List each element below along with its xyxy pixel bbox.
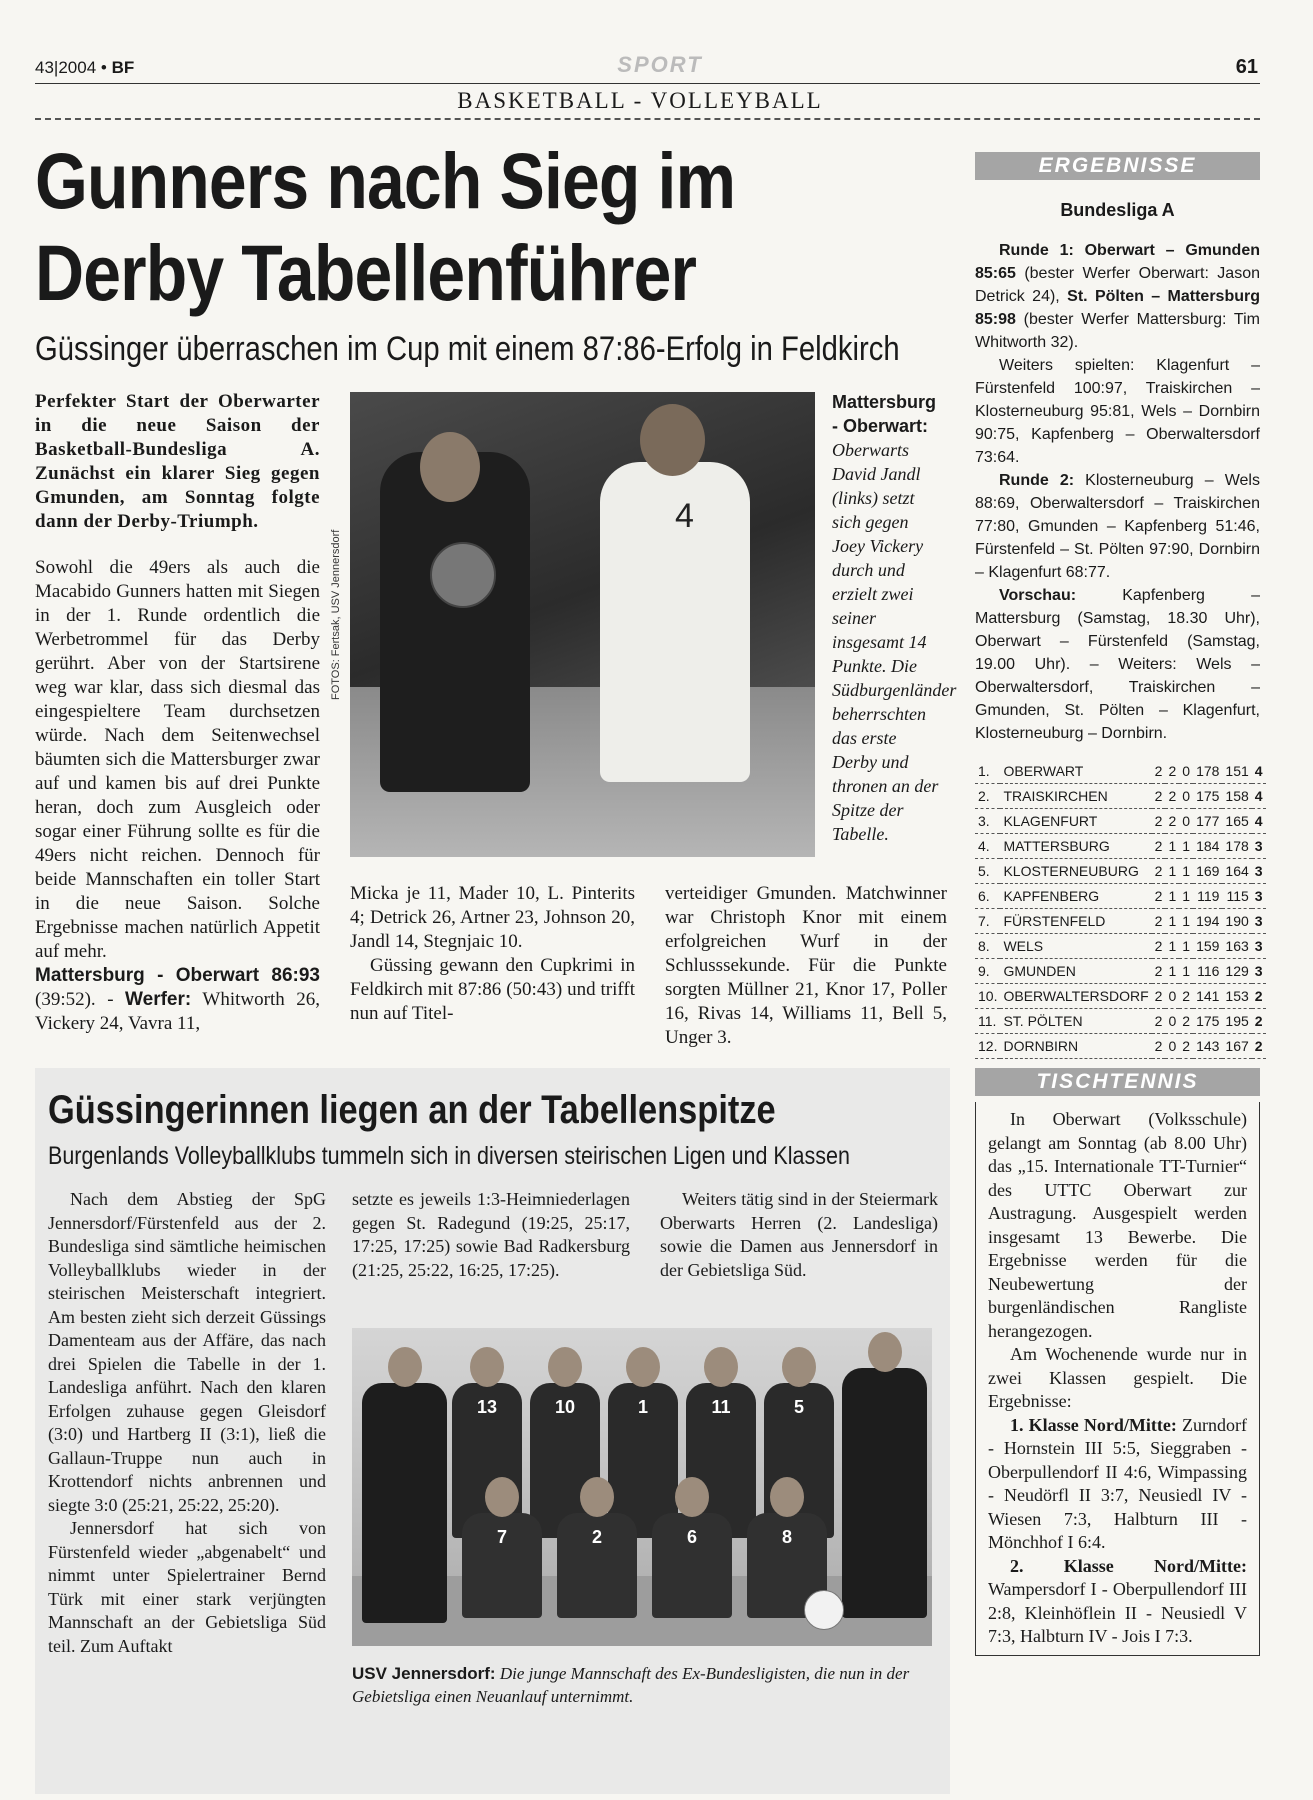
caption2-title: USV Jennersdorf:	[352, 1664, 496, 1683]
standings-wins: 1	[1165, 909, 1179, 934]
tt-class2-label: 2. Klasse Nord/Mitte:	[1010, 1555, 1247, 1576]
team-back-row	[352, 1328, 932, 1646]
standings-games: 2	[1152, 984, 1166, 1009]
results-box-title: ERGEBNISSE	[975, 152, 1260, 180]
issue-number: 43|2004	[35, 58, 97, 77]
standings-points: 3	[1252, 859, 1266, 884]
round1-more: Weiters spielten: Klagenfurt – Fürstenfeld 100:97, Traiskirchen – Klosterneuburg 95:81, Wels – Dornbirn 90:75, Kapfenberg – Oberwaltersdorf 73:64.	[975, 357, 1260, 466]
standings-wins: 0	[1165, 1009, 1179, 1034]
team-player	[557, 1513, 637, 1618]
standings-losses: 1	[1179, 959, 1193, 984]
round2-text: Klosterneuburg – Wels 88:69, Oberwaltersdorf – Traiskirchen 77:80, Gmunden – Kapfenberg 51:46, Fürstenfeld – St. Pölten 97:90, Dornbirn – Klagenfurt 68:77.	[975, 472, 1260, 581]
standings-points-for: 119	[1193, 884, 1222, 909]
standings-rank: 6.	[975, 884, 1000, 909]
standings-losses: 2	[1179, 1034, 1193, 1059]
standings-team: OBERWART	[1000, 759, 1151, 784]
player-head	[675, 1477, 709, 1517]
standings-points-against: 129	[1222, 959, 1251, 984]
standings-losses: 1	[1179, 909, 1193, 934]
player-head	[626, 1347, 660, 1387]
header-dashed-rule	[35, 118, 1260, 120]
standings-wins: 1	[1165, 959, 1179, 984]
standings-row	[975, 959, 1266, 984]
article1-col1	[35, 390, 320, 1036]
article1-col2	[350, 882, 635, 1026]
standings-points-for: 116	[1193, 959, 1222, 984]
basketball-photo	[350, 392, 815, 857]
team-player	[462, 1513, 542, 1618]
standings-games: 2	[1152, 784, 1166, 809]
standings-points-against: 178	[1222, 834, 1251, 859]
tt-class1	[988, 1414, 1247, 1555]
tt-class2	[988, 1555, 1247, 1649]
team-photo	[352, 1328, 932, 1646]
standings-games: 2	[1152, 884, 1166, 909]
standings-wins: 0	[1165, 984, 1179, 1009]
standings-games: 2	[1152, 1034, 1166, 1059]
standings-row	[975, 809, 1266, 834]
standings-points-against: 115	[1222, 884, 1251, 909]
player-jersey-number: 13	[476, 1397, 498, 1417]
tt-class2-text: Wampersdorf I - Oberpullendorf III 2:8, Kleinhöflein II - Neusiedl V 7:3, Halbturn IV - Jois I 7:3.	[988, 1579, 1247, 1646]
werfer-text: Whitworth 26, Vickery 24, Vavra 11,	[35, 989, 320, 1034]
standings-points-for: 194	[1193, 909, 1222, 934]
article2-headline: Güssingerinnen liegen an der Tabellenspitze	[48, 1088, 776, 1132]
article1-headline	[35, 135, 809, 319]
round1-game1: Oberwart – Gmunden 85:65	[975, 242, 1260, 282]
headline-line-1: Gunners nach Sieg im	[35, 136, 736, 225]
standings-rank: 12.	[975, 1034, 1000, 1059]
player-head-right	[640, 404, 705, 476]
article1-body-col2b: Güssing gewann den Cupkrimi in Feldkirch mit 87:86 (50:43) und trifft nun auf Titel-	[350, 955, 635, 1024]
standings-table	[975, 759, 1266, 1059]
photo1-caption	[832, 390, 957, 846]
tt-text1: In Oberwart (Volksschule) gelangt am Sonntag (ab 8.00 Uhr) das „15. Internationale TT-Turnier“ des UTTC Oberwart zur Austragung. Ausgespielt werden insgesamt 13 Bewerbe. Die Ergebnisse werden für die Neubewertung der burgenländischen Rangliste herangezogen.	[988, 1109, 1247, 1341]
league-title: Bundesliga A	[1060, 200, 1175, 220]
article1-body-col3: verteidiger Gmunden. Matchwinner war Christoph Knor mit einem erfolgreichen Wurf in der Schlusssekunde. Für die Punkte sorgten Müllner 21, Knor 17, Poller 16, Rivas 14, Williams 11, Bell 5, Unger 3.	[665, 883, 947, 1048]
player-head-left	[420, 432, 480, 502]
standings-team: MATTERSBURG	[1000, 834, 1151, 859]
player-jersey-number: 10	[554, 1397, 576, 1417]
standings-points: 2	[1252, 1009, 1266, 1034]
standings-team: DORNBIRN	[1000, 1034, 1151, 1059]
standings-row	[975, 909, 1266, 934]
standings-losses: 2	[1179, 984, 1193, 1009]
standings-team: TRAISKIRCHEN	[1000, 784, 1151, 809]
results-sidebar	[975, 152, 1263, 1059]
standings-rank: 7.	[975, 909, 1000, 934]
standings-points: 4	[1252, 784, 1266, 809]
team-player	[362, 1383, 447, 1623]
standings-games: 2	[1152, 759, 1166, 784]
standings-games: 2	[1152, 859, 1166, 884]
standings-points-against: 151	[1222, 759, 1251, 784]
volleyball	[804, 1590, 844, 1630]
standings-points-against: 163	[1222, 934, 1251, 959]
player-jersey-number: 5	[793, 1397, 804, 1417]
standings-row	[975, 859, 1266, 884]
standings-team: FÜRSTENFELD	[1000, 909, 1151, 934]
article1-body-col2: Micka je 11, Mader 10, L. Pinterits 4; Detrick 26, Artner 23, Johnson 20, Jandl 14, Stegnjaic 10.	[350, 883, 635, 952]
standings-games: 2	[1152, 1009, 1166, 1034]
jersey-number: 4	[675, 497, 694, 535]
standings-points: 3	[1252, 959, 1266, 984]
standings-rank: 1.	[975, 759, 1000, 784]
tischtennis-title: TISCHTENNIS	[975, 1068, 1260, 1096]
standings-points: 2	[1252, 1034, 1266, 1059]
article2-col1-text: Nach dem Abstieg der SpG Jennersdorf/Fürstenfeld aus der 2. Bundesliga sind sämtliche heimischen Volleyballklubs wieder in der steirischen Meisterschaft integriert. Am besten zieht sich derzeit Güssings Damenteam aus der Affäre, das nach drei Spielen die Tabelle in der 1. Landesliga anführt. Nach den klaren Erfolgen zuhause gegen Gleisdorf (3:0) und Hartberg II (3:1), ließ die Gallaun-Truppe nun auch in Krottendorf nichts anbrennen und siegte 3:0 (25:21, 25:22, 25:20).	[48, 1189, 326, 1515]
standings-points: 3	[1252, 884, 1266, 909]
player-head	[868, 1332, 902, 1372]
headline-line-2: Derby Tabellenführer	[35, 228, 697, 317]
player-jersey-number: 11	[711, 1397, 731, 1417]
player-head	[580, 1477, 614, 1517]
article1-col3	[665, 882, 947, 1050]
standings-games: 2	[1152, 834, 1166, 859]
standings-rank: 11.	[975, 1009, 1000, 1034]
standings-points: 4	[1252, 809, 1266, 834]
standings-wins: 0	[1165, 1034, 1179, 1059]
issue-info: 43|2004 • BF	[35, 58, 135, 77]
player-jersey-number: 7	[496, 1527, 507, 1547]
article1-lead: Perfekter Start der Oberwarter in die neue Saison der Basketball-Bundesliga A. Zunächst ein klarer Sieg gegen Gmunden, am Sonntag folgte dann der Derby-Triumph.	[35, 391, 320, 532]
standings-wins: 1	[1165, 859, 1179, 884]
standings-team: OBERWALTERSDORF	[1000, 984, 1151, 1009]
werfer-label: Werfer:	[125, 989, 192, 1010]
player-jersey-number: 2	[591, 1527, 602, 1547]
standings-losses: 2	[1179, 1009, 1193, 1034]
article1-body-col1: Sowohl die 49ers als auch die Macabido Gunners hatten mit Siegen in der 1. Runde ordentlich die Werbetrommel für das Derby gerührt. Aber von der Startsirene weg war klar, dass sich diesmal das eingespieltere Team durchsetzen würde. Nach dem Seitenwechsel bäumten sich die Mattersburger zwar auf und kamen bis auf drei Punkte heran, doch zum Ausgleich oder sogar einer Führung sollte es für die 49ers nicht reichen. Dennoch für beide Mannschaften ein toller Start in die neue Saison. Solche Ergebnisse machen natürlich Appetit auf mehr.	[35, 557, 320, 962]
standings-rank: 9.	[975, 959, 1000, 984]
standings-games: 2	[1152, 809, 1166, 834]
player-jersey-number: 1	[637, 1397, 648, 1417]
standings-losses: 1	[1179, 884, 1193, 909]
article2-col2: setzte es jeweils 1:3-Heimniederlagen gegen St. Radegund (19:25, 25:17, 17:25, 17:25) sowie Bad Radkersburg (21:25, 25:22, 16:25, 17:25).	[352, 1189, 630, 1280]
tischtennis-body	[975, 1102, 1260, 1656]
standings-wins: 1	[1165, 884, 1179, 909]
preview-label: Vorschau:	[999, 587, 1077, 604]
article1-subheadline: Güssinger überraschen im Cup mit einem 87:86-Erfolg in Feldkirch	[35, 330, 900, 368]
standings-points: 3	[1252, 834, 1266, 859]
standings-points: 2	[1252, 984, 1266, 1009]
standings-rank: 8.	[975, 934, 1000, 959]
standings-rank: 4.	[975, 834, 1000, 859]
standings-team: KAPFENBERG	[1000, 884, 1151, 909]
standings-wins: 1	[1165, 834, 1179, 859]
standings-points: 4	[1252, 759, 1266, 784]
caption1-title: Mattersburg - Oberwart:	[832, 392, 937, 436]
standings-points-against: 165	[1222, 809, 1251, 834]
standings-points-for: 175	[1193, 1009, 1222, 1034]
standings-points-for: 184	[1193, 834, 1222, 859]
tischtennis-box	[975, 1068, 1260, 1656]
standings-row	[975, 934, 1266, 959]
article2-col3: Weiters tätig sind in der Steiermark Oberwarts Herren (2. Landesliga) sowie die Damen aus Jennersdorf in der Gebietsliga Süd.	[660, 1189, 938, 1280]
standings-points-for: 159	[1193, 934, 1222, 959]
standings-points: 3	[1252, 934, 1266, 959]
player-head	[548, 1347, 582, 1387]
team-player	[842, 1368, 927, 1618]
player-head	[388, 1347, 422, 1387]
standings-points-for: 178	[1193, 759, 1222, 784]
standings-points-for: 177	[1193, 809, 1222, 834]
subsection-label: BASKETBALL - VOLLEYBALL	[457, 88, 823, 113]
tt-class1-label: 1. Klasse Nord/Mitte:	[1010, 1414, 1177, 1435]
photo2-caption	[352, 1662, 932, 1708]
standings-points-for: 169	[1193, 859, 1222, 884]
standings-points-against: 153	[1222, 984, 1251, 1009]
result-label: Mattersburg - Oberwart 86:93	[35, 965, 320, 986]
standings-wins: 2	[1165, 784, 1179, 809]
standings-row	[975, 1034, 1266, 1059]
standings-points-for: 141	[1193, 984, 1222, 1009]
standings-row	[975, 834, 1266, 859]
standings-games: 2	[1152, 934, 1166, 959]
standings-row	[975, 784, 1266, 809]
player-head	[485, 1477, 519, 1517]
player-head	[470, 1347, 504, 1387]
standings-row	[975, 984, 1266, 1009]
standings-row	[975, 1009, 1266, 1034]
round1-text1: (bester Werfer Oberwart: Jason Detrick 24),	[975, 265, 1260, 305]
standings-points: 3	[1252, 909, 1266, 934]
round2-block	[975, 469, 1260, 584]
round1-block	[975, 239, 1260, 354]
player-head	[770, 1477, 804, 1517]
standings-team: KLOSTERNEUBURG	[1000, 859, 1151, 884]
round1-text2: (bester Werfer Mattersburg: Tim Whitworth 32).	[975, 311, 1260, 351]
standings-points-for: 175	[1193, 784, 1222, 809]
standings-points-for: 143	[1193, 1034, 1222, 1059]
standings-games: 2	[1152, 959, 1166, 984]
player-jersey-number: 6	[686, 1527, 697, 1547]
caption2-text: Die junge Mannschaft des Ex-Bundesligisten, die nun in der Gebietsliga einen Neuanlauf unternimmt.	[352, 1664, 910, 1706]
standings-points-against: 190	[1222, 909, 1251, 934]
standings-wins: 2	[1165, 759, 1179, 784]
standings-team: GMUNDEN	[1000, 959, 1151, 984]
basketball	[430, 542, 496, 608]
publication-name: BF	[111, 58, 135, 77]
standings-losses: 0	[1179, 809, 1193, 834]
standings-losses: 1	[1179, 859, 1193, 884]
preview-text: Kapfenberg – Mattersburg (Samstag, 18.30 Uhr), Oberwart – Fürstenfeld (Samstag, 19.00 Uhr). – Weiters: Wels – Oberwaltersdorf, Traiskirchen – Gmunden, St. Pölten – Klagenfurt, Klosterneuburg – Dornbirn.	[975, 587, 1260, 742]
standings-games: 2	[1152, 909, 1166, 934]
standings-rank: 2.	[975, 784, 1000, 809]
tt-text2: Am Wochenende wurde nur in zwei Klassen gespielt. Die Ergebnisse:	[988, 1344, 1247, 1411]
result-halftime: (39:52). -	[35, 989, 114, 1010]
player-head	[782, 1347, 816, 1387]
standings-wins: 2	[1165, 809, 1179, 834]
round2-label: Runde 2:	[999, 472, 1075, 489]
player-head	[704, 1347, 738, 1387]
standings-points-against: 158	[1222, 784, 1251, 809]
standings-row	[975, 884, 1266, 909]
page-number: 61	[1235, 56, 1258, 78]
standings-losses: 0	[1179, 759, 1193, 784]
standings-points-against: 167	[1222, 1034, 1251, 1059]
standings-team: ST. PÖLTEN	[1000, 1009, 1151, 1034]
article2-subheadline: Burgenlands Volleyballklubs tummeln sich in diversen steirischen Ligen und Klassen	[48, 1142, 850, 1170]
standings-team: WELS	[1000, 934, 1151, 959]
standings-losses: 1	[1179, 934, 1193, 959]
standings-team: KLAGENFURT	[1000, 809, 1151, 834]
standings-losses: 1	[1179, 834, 1193, 859]
article2-col1b-text: Jennersdorf hat sich von Fürstenfeld wieder „abgenabelt“ und nimmt unter Spielertrainer Bernd Türk mit einer stark verjüngten Mannschaft an der Gebietsliga Süd teil. Zum Auftakt	[48, 1518, 326, 1656]
standings-rank: 10.	[975, 984, 1000, 1009]
tt-class1-text: Zurndorf - Hornstein III 5:5, Sieggraben - Oberpullendorf II 4:6, Wimpassing - Neudörfl II 3:7, Neusiedl IV - Wiesen 7:3, Halbturn III - Mönchhof I 6:4.	[988, 1414, 1247, 1552]
header-rule	[35, 83, 1260, 84]
photo-credit: FOTOS: Fertsak, USV Jennersdorf	[330, 529, 342, 700]
section-label: SPORT	[617, 52, 703, 77]
standings-losses: 0	[1179, 784, 1193, 809]
standings-row	[975, 759, 1266, 784]
standings-rank: 5.	[975, 859, 1000, 884]
article2-col1	[48, 1188, 326, 1658]
caption1-text: Oberwarts David Jandl (links) setzt sich gegen Joey Vickery durch und erzielt zwei seiner insgesamt 14 Punkte. Die Südburgenländer beherrschten das erste Derby und thronen an der Spitze der Tabelle.	[832, 440, 957, 844]
standings-points-against: 164	[1222, 859, 1251, 884]
standings-rank: 3.	[975, 809, 1000, 834]
round1-game2: St. Pölten – Mattersburg 85:98	[975, 288, 1260, 328]
standings-points-against: 195	[1222, 1009, 1251, 1034]
team-player	[652, 1513, 732, 1618]
player-dark-jersey	[380, 452, 530, 792]
preview-block	[975, 584, 1260, 745]
round1-label: Runde 1:	[999, 242, 1074, 259]
player-jersey-number: 8	[781, 1527, 792, 1547]
standings-wins: 1	[1165, 934, 1179, 959]
